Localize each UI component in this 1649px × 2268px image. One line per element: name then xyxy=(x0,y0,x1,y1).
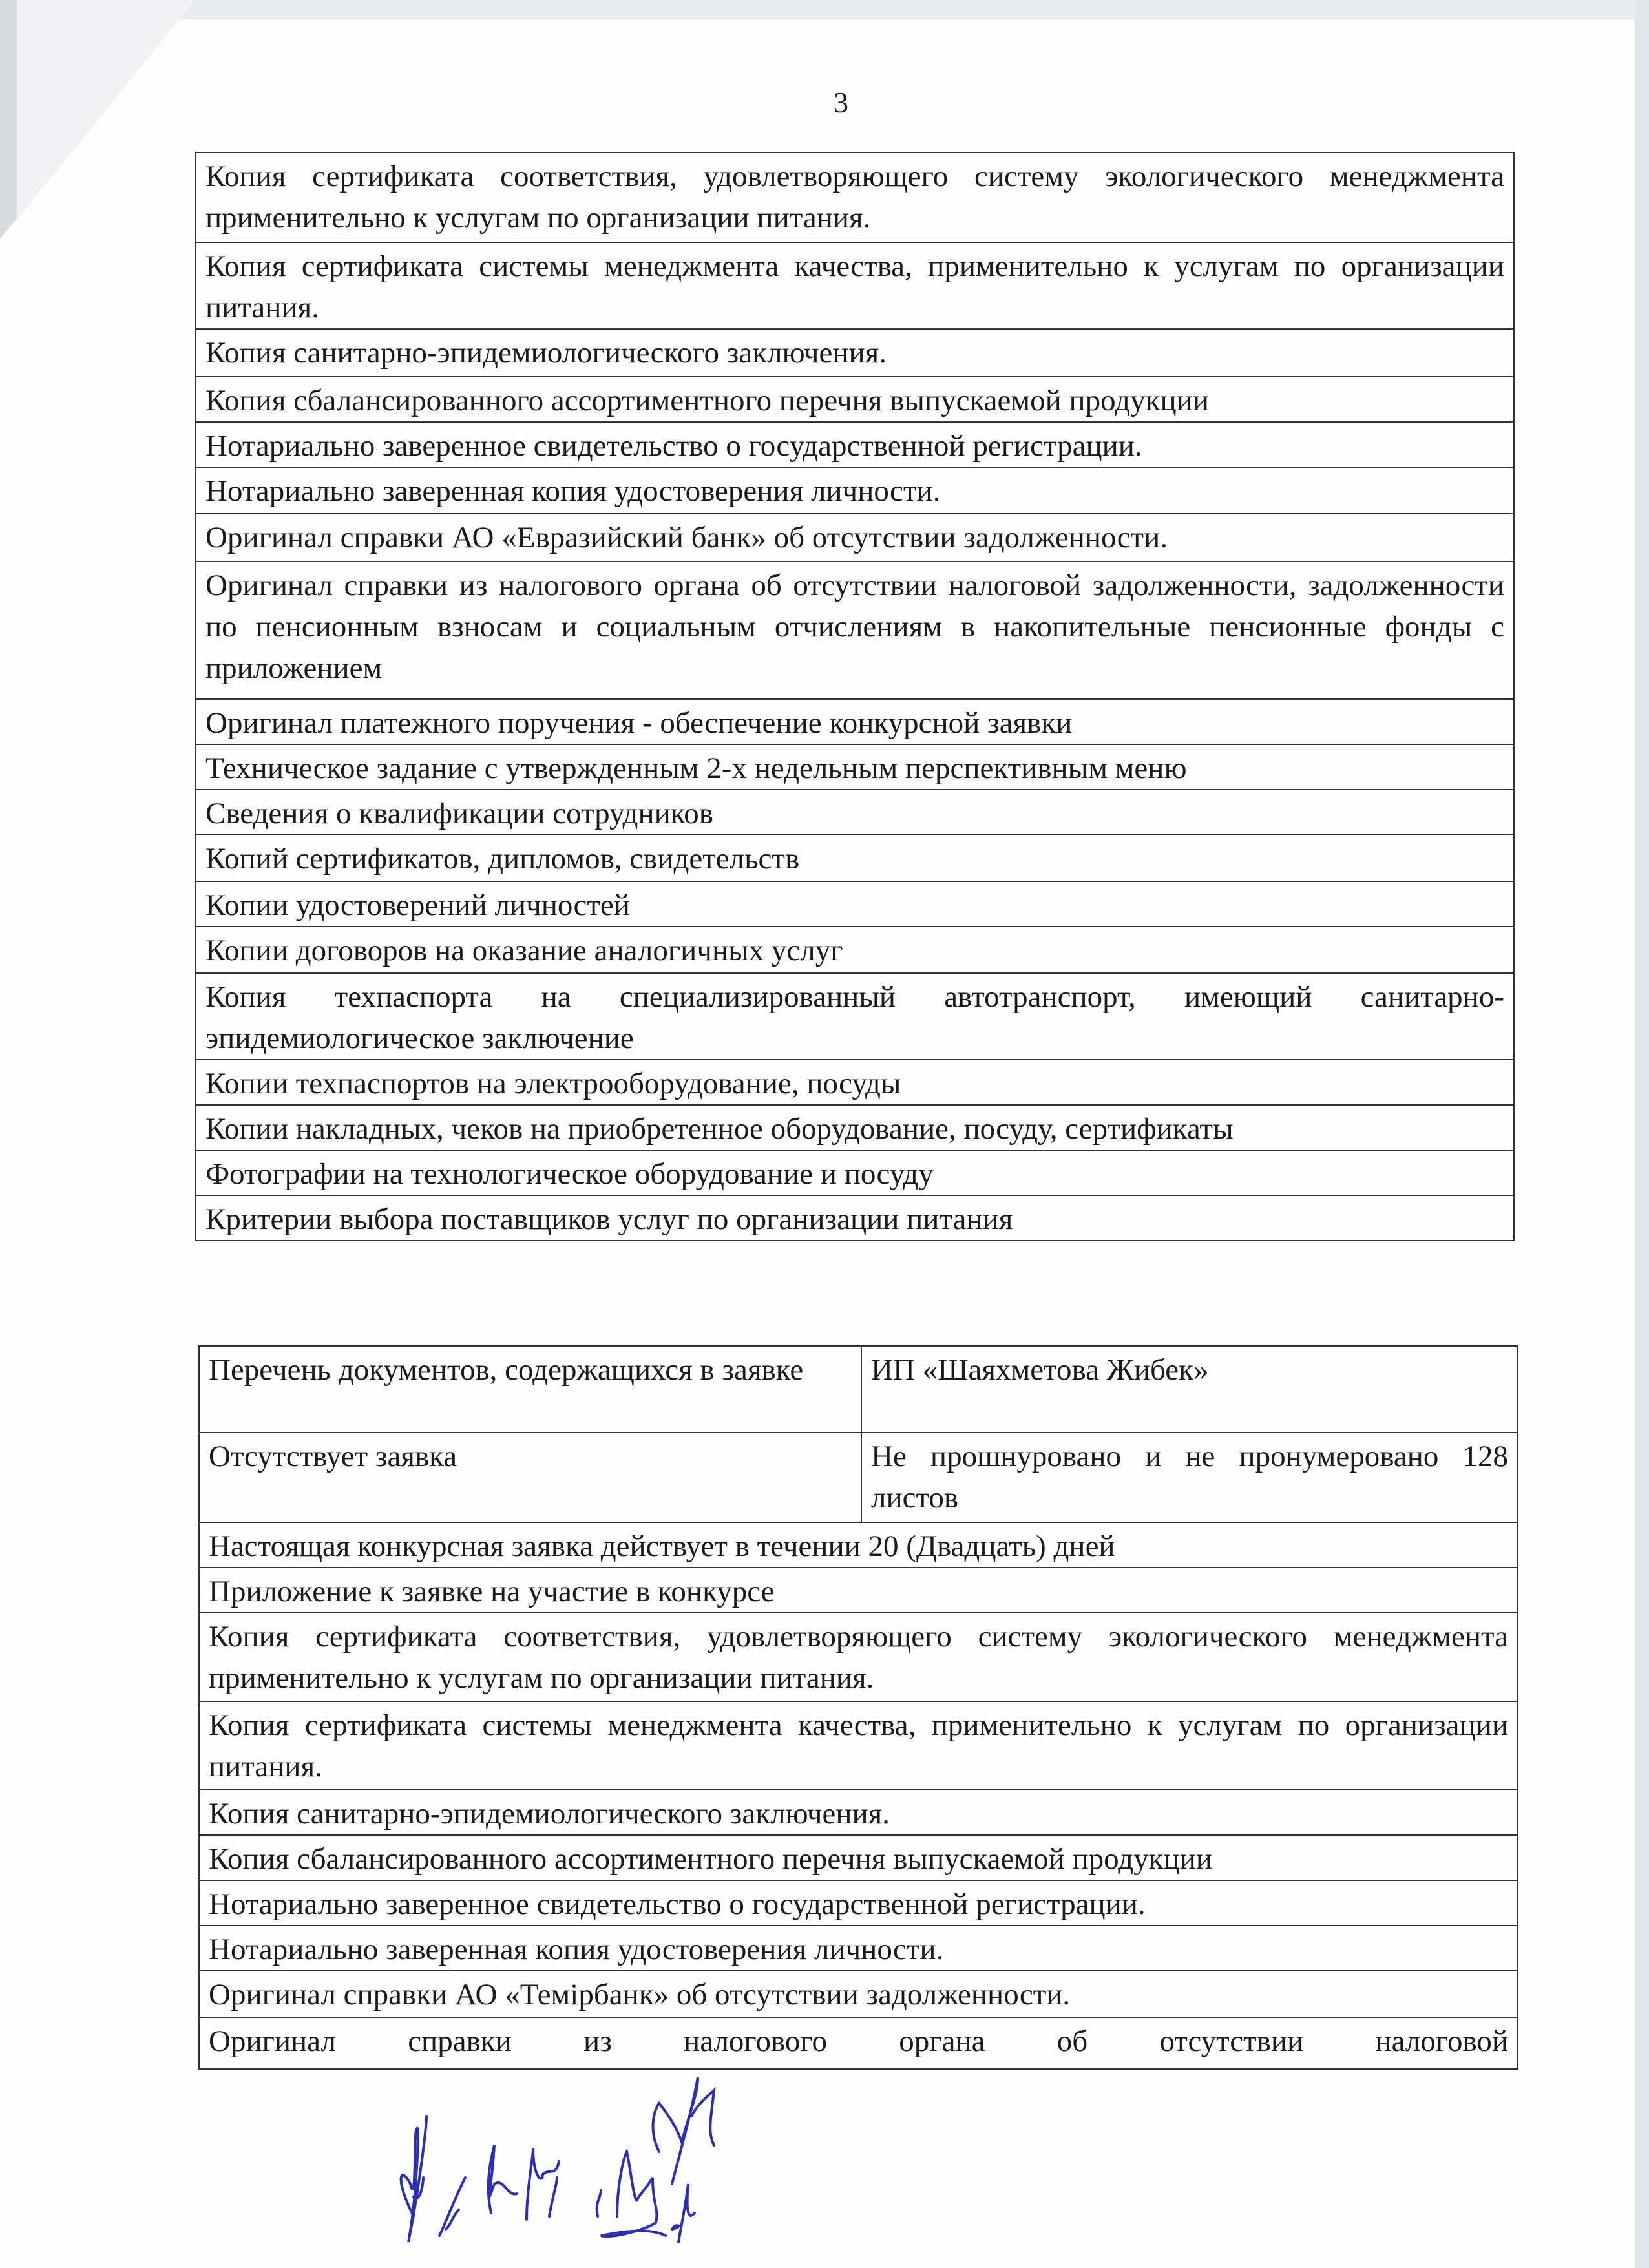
document-item: Нотариально заверенное свидетельство о государственной регистрации. xyxy=(199,1880,1518,1926)
table-row xyxy=(196,927,1514,973)
documents-table-2 xyxy=(198,1345,1518,2070)
document-item: Оригинал справки АО «Темірбанк» об отсутствии задолженности. xyxy=(199,1971,1518,2017)
table-row xyxy=(199,1790,1518,1835)
table-row xyxy=(196,973,1514,1060)
table-row xyxy=(196,242,1514,329)
table-row xyxy=(196,329,1514,377)
document-item: Фотографии на технологическое оборудование и посуду xyxy=(196,1150,1514,1195)
scan-edge xyxy=(0,0,1649,19)
document-item: Оригинал платежного поручения - обеспечение конкурсной заявки xyxy=(196,699,1514,744)
document-item: Копия санитарно-эпидемиологического заключения. xyxy=(196,329,1514,377)
document-item: Копия санитарно-эпидемиологического заключения. xyxy=(199,1790,1518,1835)
table-row xyxy=(196,699,1514,744)
table-row xyxy=(196,1150,1514,1195)
status-value: Не прошнуровано и не пронумеровано 128 листов xyxy=(861,1433,1518,1522)
table-row xyxy=(196,881,1514,927)
signature-6 xyxy=(678,2184,695,2242)
header-value: ИП «Шаяхметова Жибек» xyxy=(861,1346,1518,1433)
table-row xyxy=(196,744,1514,790)
document-item: Нотариально заверенная копия удостоверения личности. xyxy=(196,467,1514,514)
table-header-row xyxy=(199,1346,1518,1433)
table-row xyxy=(196,514,1514,562)
page-fold xyxy=(17,0,195,220)
table-row xyxy=(199,1522,1518,1568)
document-item: Копия сертификата соответствия, удовлетворяющего систему экологического менеджмента применительно к услугам по организации питания. xyxy=(196,152,1514,242)
document-item: Нотариально заверенная копия удостоверения личности. xyxy=(199,1926,1518,1971)
document-item: Копии техпаспортов на электрооборудование, посуды xyxy=(196,1060,1514,1105)
table-row xyxy=(199,1971,1518,2017)
scan-edge xyxy=(1635,0,1649,2268)
table-row xyxy=(196,790,1514,835)
table-row xyxy=(196,1060,1514,1105)
document-item: Нотариально заверенное свидетельство о государственной регистрации. xyxy=(196,422,1514,467)
table-row xyxy=(199,1835,1518,1880)
documents-table-1 xyxy=(195,152,1515,1241)
document-item: Копии договоров на оказание аналогичных услуг xyxy=(196,927,1514,973)
table-row xyxy=(196,467,1514,514)
document-item: Техническое задание с утвержденным 2-х недельным перспективным меню xyxy=(196,744,1514,790)
page-number: 3 xyxy=(834,86,848,119)
table-row xyxy=(196,377,1514,422)
signature-1 xyxy=(401,2116,426,2242)
document-item: Копия сертификата системы менеджмента качества, применительно к услугам по организации питания. xyxy=(199,1701,1518,1790)
document-item: Копии удостоверений личностей xyxy=(196,881,1514,927)
table-row xyxy=(196,1105,1514,1150)
table-row xyxy=(199,1568,1518,1613)
table-row xyxy=(199,1701,1518,1790)
header-label: Перечень документов, содержащихся в заявке xyxy=(199,1346,861,1433)
table-row xyxy=(196,562,1514,699)
table-row xyxy=(199,1880,1518,1926)
signature-5 xyxy=(653,2077,714,2184)
table-row xyxy=(196,835,1514,881)
document-item: Копия сертификата системы менеджмента качества, применительно к услугам по организации питания. xyxy=(196,242,1514,329)
document-item: Приложение к заявке на участие в конкурсе xyxy=(199,1568,1518,1613)
status-row xyxy=(199,1433,1518,1522)
document-item: Копия сбалансированного ассортиментного перечня выпускаемой продукции xyxy=(196,377,1514,422)
document-item: Оригинал справки из налогового органа об отсутствии налоговой xyxy=(199,2017,1518,2069)
table-row xyxy=(196,152,1514,242)
status-label: Отсутствует заявка xyxy=(199,1433,861,1522)
document-item: Копии накладных, чеков на приобретенное оборудование, посуду, сертификаты xyxy=(196,1105,1514,1150)
document-item: Копия сертификата соответствия, удовлетворяющего систему экологического менеджмента применительно к услугам по организации питания. xyxy=(199,1613,1518,1701)
signature-2 xyxy=(439,2178,465,2236)
table-row xyxy=(199,1613,1518,1701)
table-row xyxy=(196,422,1514,467)
signature-3 xyxy=(488,2145,559,2220)
document-item: Сведения о квалификации сотрудников xyxy=(196,790,1514,835)
signatures xyxy=(388,2055,1649,2268)
signature-4 xyxy=(597,2152,679,2236)
document-item: Оригинал справки АО «Евразийский банк» об отсутствии задолженности. xyxy=(196,514,1514,562)
document-item: Критерии выбора поставщиков услуг по организации питания xyxy=(196,1195,1514,1241)
document-item: Копия сбалансированного ассортиментного перечня выпускаемой продукции xyxy=(199,1835,1518,1880)
table-row xyxy=(199,1926,1518,1971)
document-item: Оригинал справки из налогового органа об отсутствии налоговой задолженности, задолженности по пенсионным взносам и социальным отчислениям в накопительные пенсионные фонды с приложением xyxy=(196,562,1514,699)
table-row xyxy=(196,1195,1514,1241)
document-item: Копия техпаспорта на специализированный автотранспорт, имеющий санитарно-эпидемиологическое заключение xyxy=(196,973,1514,1060)
document-item: Настоящая конкурсная заявка действует в течении 20 (Двадцать) дней xyxy=(199,1522,1518,1568)
document-item: Копий сертификатов, дипломов, свидетельств xyxy=(196,835,1514,881)
